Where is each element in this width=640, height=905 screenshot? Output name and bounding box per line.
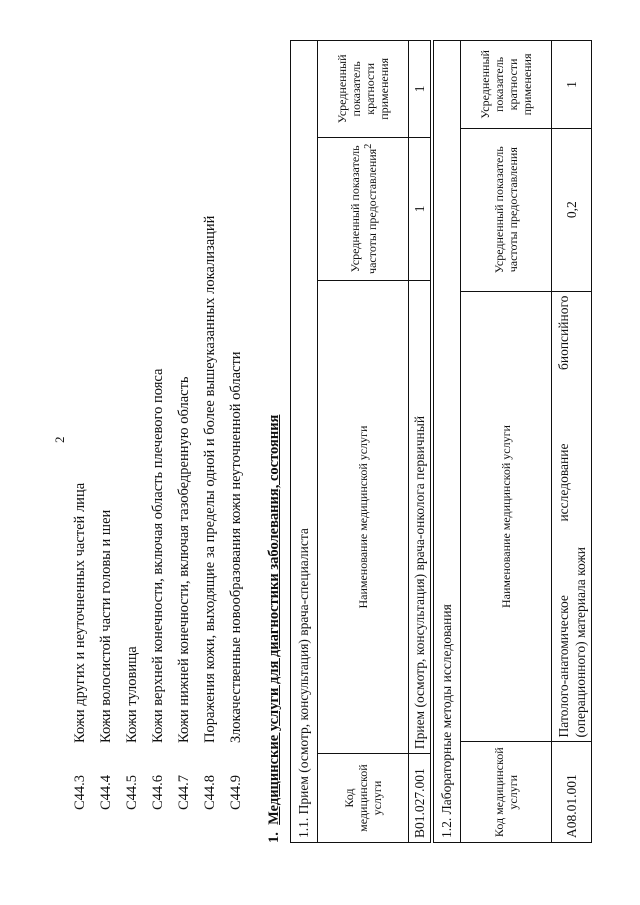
- header-frequency: [318, 137, 409, 280]
- header-multiplicity: Усредненный показатель кратности применения: [318, 41, 409, 138]
- cell-frequency: 0,2: [552, 128, 592, 291]
- code-item-desc: Кожи туловища: [124, 646, 140, 743]
- cell-code: A08.01.001: [552, 742, 592, 843]
- cell-multiplicity: 1: [409, 41, 431, 138]
- section-heading: [266, 415, 283, 843]
- header-name: Наименование медицинской услуги: [461, 291, 552, 742]
- code-item-code: C44.6: [150, 774, 166, 810]
- table-header-row: [461, 41, 552, 843]
- section-title: Медицинские услуги для диагностики заболевания, состояния: [266, 414, 282, 825]
- header-name: Наименование медицинской услуги: [318, 280, 409, 753]
- code-item-desc: Кожи волосистой части головы и шеи: [98, 509, 114, 743]
- table-header-row: [318, 41, 409, 843]
- table-caption-row: [434, 41, 461, 843]
- table-row: [409, 41, 431, 843]
- section-number: 1.: [266, 832, 282, 843]
- cell-name-line: Патолого-анатомическое исследование биопсийного: [555, 295, 571, 738]
- footnote-mark: 2: [362, 143, 374, 149]
- code-item-code: C44.8: [202, 774, 218, 810]
- cell-multiplicity: 1: [552, 41, 592, 129]
- cell-name: [552, 291, 592, 742]
- code-item-desc: Кожи верхней конечности, включая область плечевого пояса: [150, 368, 166, 743]
- table-caption: 1.2. Лабораторные методы исследования: [434, 41, 461, 843]
- code-item-code: C44.7: [176, 774, 192, 810]
- header-frequency-text: Усредненный показатель частоты предоставления: [347, 145, 379, 274]
- header-frequency: Усредненный показатель частоты предоставления: [461, 128, 552, 291]
- code-item-code: C44.9: [228, 774, 244, 810]
- code-item-code: C44.4: [98, 774, 114, 810]
- code-item-desc: Поражения кожи, выходящие за пределы одной и более вышеуказанных локализаций: [202, 215, 218, 743]
- cell-frequency: 1: [409, 137, 431, 280]
- header-code: Код медицинской услуги: [461, 742, 552, 843]
- page-number: 2: [52, 436, 67, 443]
- header-code: Код медицинской услуги: [318, 754, 409, 843]
- services-table-consultation: [290, 40, 431, 843]
- services-table-laboratory: [433, 40, 592, 843]
- code-item-code: C44.3: [72, 774, 88, 810]
- code-item-desc: Злокачественные новообразования кожи неуточненной области: [228, 351, 244, 743]
- table-row: [552, 41, 592, 843]
- cell-name-line: (операционного) материала кожи: [572, 547, 588, 738]
- cell-name: Прием (осмотр, консультация) врача-онколога первичный: [409, 280, 431, 753]
- cell-code: B01.027.001: [409, 754, 431, 843]
- code-item-desc: Кожи нижней конечности, включая тазобедренную область: [176, 376, 192, 743]
- code-item-code: C44.5: [124, 774, 140, 810]
- header-multiplicity: Усредненный показатель кратности применения: [461, 41, 552, 129]
- table-caption: 1.1. Прием (осмотр, консультация) врача-специалиста: [291, 41, 318, 843]
- table-caption-row: [291, 41, 318, 843]
- code-item-desc: Кожи других и неуточненных частей лица: [72, 482, 88, 743]
